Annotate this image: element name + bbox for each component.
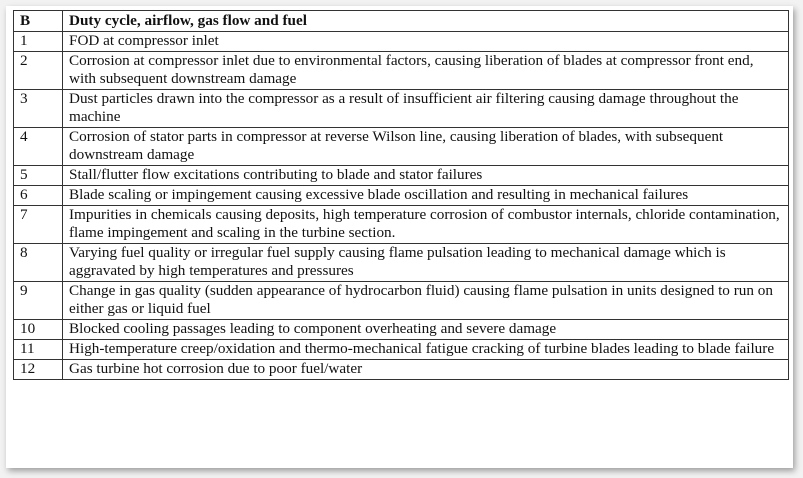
row-description: Varying fuel quality or irregular fuel supply causing flame pulsation leading to mechanical damage which is aggravated by high temperatures and pressures [63, 244, 789, 282]
table-row [14, 320, 789, 340]
row-id: 8 [14, 244, 63, 282]
table-row [14, 166, 789, 186]
header-id: B [14, 11, 63, 32]
table-row [14, 128, 789, 166]
row-description: Gas turbine hot corrosion due to poor fuel/water [63, 360, 789, 380]
row-description: Stall/flutter flow excitations contributing to blade and stator failures [63, 166, 789, 186]
row-id: 11 [14, 340, 63, 360]
table-body [14, 32, 789, 380]
table-row [14, 206, 789, 244]
table-row [14, 244, 789, 282]
row-id: 1 [14, 32, 63, 52]
row-id: 7 [14, 206, 63, 244]
row-id: 2 [14, 52, 63, 90]
table-card [6, 6, 793, 468]
row-description: Blocked cooling passages leading to component overheating and severe damage [63, 320, 789, 340]
table-row [14, 32, 789, 52]
table-row [14, 90, 789, 128]
row-description: Dust particles drawn into the compressor as a result of insufficient air filtering causing damage throughout the machine [63, 90, 789, 128]
row-id: 10 [14, 320, 63, 340]
row-id: 3 [14, 90, 63, 128]
table-header-row [14, 11, 789, 32]
row-id: 4 [14, 128, 63, 166]
row-description: Change in gas quality (sudden appearance of hydrocarbon fluid) causing flame pulsation in units designed to run on either gas or liquid fuel [63, 282, 789, 320]
row-description: Corrosion of stator parts in compressor at reverse Wilson line, causing liberation of blades, with subsequent downstream damage [63, 128, 789, 166]
table-row [14, 282, 789, 320]
row-description: Impurities in chemicals causing deposits, high temperature corrosion of combustor internals, chloride contamination, flame impingement and scaling in the turbine section. [63, 206, 789, 244]
header-description: Duty cycle, airflow, gas flow and fuel [63, 11, 789, 32]
table-row [14, 52, 789, 90]
row-description: Blade scaling or impingement causing excessive blade oscillation and resulting in mechanical failures [63, 186, 789, 206]
table-row [14, 360, 789, 380]
row-description: Corrosion at compressor inlet due to environmental factors, causing liberation of blades at compressor front end, with subsequent downstream damage [63, 52, 789, 90]
row-id: 6 [14, 186, 63, 206]
failure-causes-table [13, 10, 789, 380]
row-id: 12 [14, 360, 63, 380]
table-row [14, 186, 789, 206]
row-id: 5 [14, 166, 63, 186]
row-id: 9 [14, 282, 63, 320]
row-description: High-temperature creep/oxidation and thermo-mechanical fatigue cracking of turbine blades leading to blade failure [63, 340, 789, 360]
table-row [14, 340, 789, 360]
row-description: FOD at compressor inlet [63, 32, 789, 52]
